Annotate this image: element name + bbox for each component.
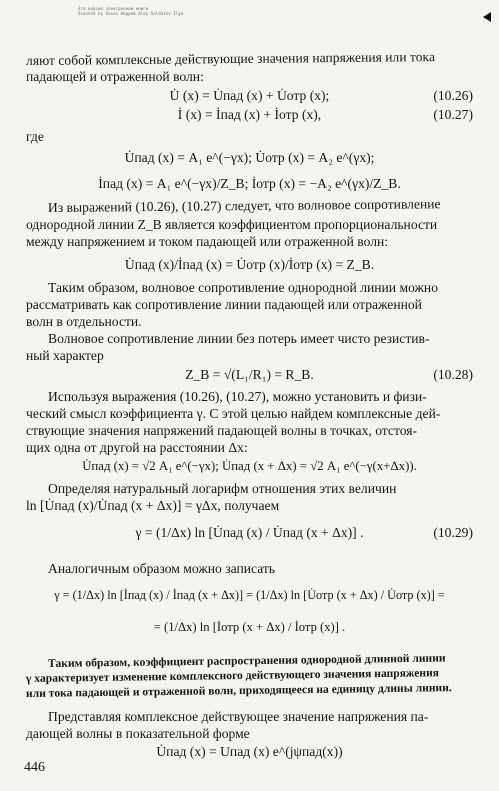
text-line: дающей волны в показательной форме — [26, 726, 250, 741]
text-line: Используя выражения (10.26), (10.27), можно установить и физи- — [48, 389, 427, 404]
page-number: 446 — [24, 760, 45, 775]
text-line: Представляя комплексное действующее значение напряжения па- — [48, 709, 429, 724]
watermark-line-2: Scanned by Vusov Андрей Alex Soldatov Ilya — [78, 11, 184, 16]
text-line: ствующие значения напряжений падающей волны в точках, отстоя- — [26, 423, 418, 438]
scan-watermark — [78, 6, 288, 16]
text-line: волн в отдельности. — [26, 314, 142, 329]
equation-zb: Z_B = √(L₁/R₁) = R_B. — [185, 367, 314, 382]
equation-10-26: U̇ (x) = U̇пад (x) + U̇отр (x); — [169, 88, 330, 103]
equation-where-2: İпад (x) = A₁ e^(−γx)/Z_B; İотр (x) = −A₂ e^(γx)/Z_B. — [98, 176, 401, 191]
equation-number: (10.28) — [433, 367, 473, 382]
text-line: ляют собой комплексные действующие значения напряжения или тока — [25, 49, 436, 68]
text-line: падающей и отраженной волн: — [26, 69, 204, 84]
text-line: Волновое сопротивление линии без потерь имеет чисто резистив- — [48, 331, 430, 346]
conclusion-line: или тока падающей и отраженной волн, приходящееся на единицу длины линии. — [25, 681, 452, 700]
equation-gamma-current: γ = (1/Δx) ln [İпад (x) / İпад (x + Δx)] = (1/Δx) ln [U̇отр (x + Δx) / U̇отр (x)] = — [54, 588, 445, 602]
text-line: щих одна от другой на расстоянии Δx: — [26, 440, 248, 455]
text-line: Аналогичным образом можно записать — [48, 561, 276, 576]
conclusion-line: γ характеризует изменение комплексного действующего значения напряжения — [25, 666, 440, 685]
text-line: однородной линии Z_B является коэффициентом пропорциональности — [26, 217, 438, 232]
watermark-line-1: Эта версия электронной книги — [78, 6, 149, 11]
text-line: ный характер — [26, 348, 104, 363]
equation-number: (10.29) — [433, 525, 473, 540]
text-line: ln [U̇пад (x)/U̇пад (x + Δx)] = γΔx, получаем — [26, 498, 280, 513]
text-line: Таким образом, волновое сопротивление однородной линии можно — [48, 280, 439, 295]
text-line: рассматривать как сопротивление линии падающей или отраженной — [26, 297, 422, 312]
equation-10-27: İ (x) = İпад (x) + İотр (x), — [177, 107, 322, 122]
equation-number: (10.26) — [433, 88, 473, 103]
text-line: где — [26, 129, 44, 144]
equation-where-1: U̇пад (x) = A₁ e^(−γx); U̇отр (x) = A₂ e^(γx); — [124, 150, 375, 165]
equation-ratio: U̇пад (x)/İпад (x) = U̇отр (x)/İотр (x) = Z_B. — [124, 257, 375, 272]
corner-arrow-icon — [483, 12, 491, 22]
text-line: Определяя натуральный логарифм отношения этих величин — [48, 481, 397, 496]
equation-gamma-reflected: = (1/Δx) ln [İотр (x + Δx) / İотр (x)] . — [153, 620, 346, 634]
equation-exp-form: U̇пад (x) = Uпад (x) e^(jψпад(x)) — [156, 744, 343, 759]
equation-gamma: γ = (1/Δx) ln [U̇пад (x) / U̇пад (x + Δx)] . — [135, 525, 364, 540]
equation-number: (10.27) — [433, 107, 473, 122]
text-line: ческий смысл коэффициента γ. С этой целью найдем комплексные дей- — [26, 406, 441, 421]
conclusion-line: Таким образом, коэффициент распространения однородной длинной линии — [47, 651, 446, 670]
text-line: между напряжением и током падающей или отраженной волн: — [26, 234, 389, 249]
text-line: Из выражений (10.26), (10.27) следует, что волновое сопротивление — [47, 196, 441, 215]
equation-points: U̇пад (x) = √2 A₁ e^(−γx); U̇пад (x + Δx) = √2 A₁ e^(−γ(x+Δx)). — [82, 459, 417, 473]
